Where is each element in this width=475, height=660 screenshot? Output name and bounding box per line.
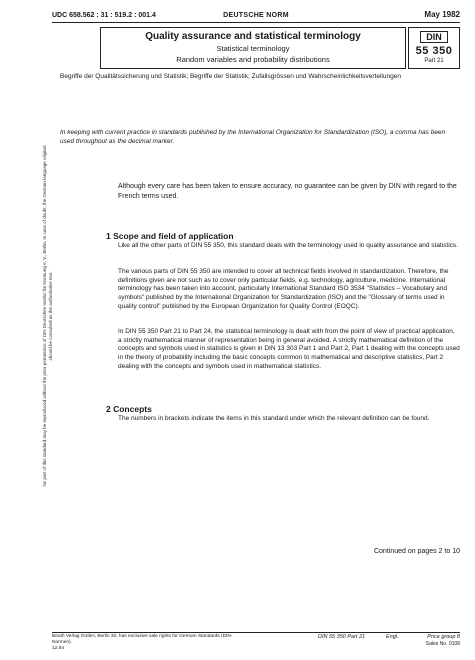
section-1-paragraph-1: Like all the other parts of DIN 55 350, this standard deals with the terminology used in quality assurance and statistics. (118, 242, 458, 249)
section-2-paragraph-1: The numbers in brackets indicate the items in this standard under which the relevant definition can be found. (118, 415, 430, 422)
footer-language: Engl. (386, 634, 399, 640)
publication-date: May 1982 (424, 10, 460, 19)
din-number: 55 350 (415, 45, 453, 57)
german-title: Begriffe der Qualitätssicherung und Statistik; Begriffe der Statistik; Zufallsgrössen und Wahrscheinlichkeitsverteilungen (60, 73, 401, 80)
footer-code: 12.84 (52, 646, 65, 651)
continued-note: Continued on pages 2 to 10 (373, 548, 460, 555)
udc-code: UDC 658.562 : 31 : 519.2 : 001.4 (52, 12, 156, 19)
din-box (408, 27, 460, 69)
publisher-text: Beuth Verlag GmbH, Berlin 30, has exclusive sale rights for German Standards (DIN-Normen). (52, 634, 233, 645)
footer-divider (52, 632, 460, 633)
norm-label: DEUTSCHE NORM (223, 12, 289, 19)
side-note-text: No part of this standard may be reproduced without the prior permission of DIN Deutsches Institut für Normung e. V., Berlin. In case of doubt, the German-language original should be consulted as the authoritative text. (42, 145, 53, 487)
acknowledgement-note: Although every care has been taken to ensure accuracy, no guarantee can be given by DIN with regard to the French terms used. (118, 183, 457, 200)
copyright-side-note (18, 145, 78, 520)
footer-din-ref: DIN 55 350 Part 21 (318, 634, 366, 640)
section-1-heading: 1 Scope and field of application (106, 231, 234, 241)
section-2-heading: 2 Concepts (106, 404, 152, 414)
decimal-marker-note: In keeping with current practice in standards published by the International Organization for Standardization (ISO), a comma has been used throughout as the decimal marker. (60, 129, 446, 145)
footer-sales-number: Sales No. 0108 (425, 641, 460, 647)
title-box (100, 27, 406, 69)
section-1-paragraph-3: In DIN 55 350 Part 21 to Part 24, the statistical terminology is dealt with from the point of view of practical application, a strictly mathematical manner of representation being in general avoided. A strictly mathematical definition of the concepts and symbols used in statistics is given in DIN 13 303 Part 1 and Part 2, Part 1 dealing with the concepts used in the theory of probability including the basic concepts common to mathematical and descriptive statistics, Part 2 dealing with the concepts and symbols used in mathematical statistics. (118, 328, 460, 370)
din-logo: DIN (420, 31, 448, 43)
header-divider (52, 22, 460, 23)
din-part: Part 21 (424, 58, 444, 64)
document-title: Quality assurance and statistical terminology (145, 31, 361, 42)
section-1-paragraph-2: The various parts of DIN 55 350 are intended to cover all technical fields involved in standardization. Therefore, the definitions given are not such as to cover only particular fields, e.g. technology, agriculture, medicine. International terminology has been taken into account, particularly International Standard ISO 3534 "Statistics – Vocabulary and symbols" published by the International Organization for Standardization (ISO) and the "Glossary of terms used in quality control" published by the European Organization for Quality Control (EOQC). (118, 268, 449, 310)
footer-publisher (52, 634, 252, 652)
document-subtitle-1: Statistical terminology (216, 44, 290, 53)
footer-reference (318, 634, 460, 648)
document-subtitle-2: Random variables and probability distributions (176, 55, 330, 64)
footer-price-group: Price group 8 (427, 634, 460, 640)
